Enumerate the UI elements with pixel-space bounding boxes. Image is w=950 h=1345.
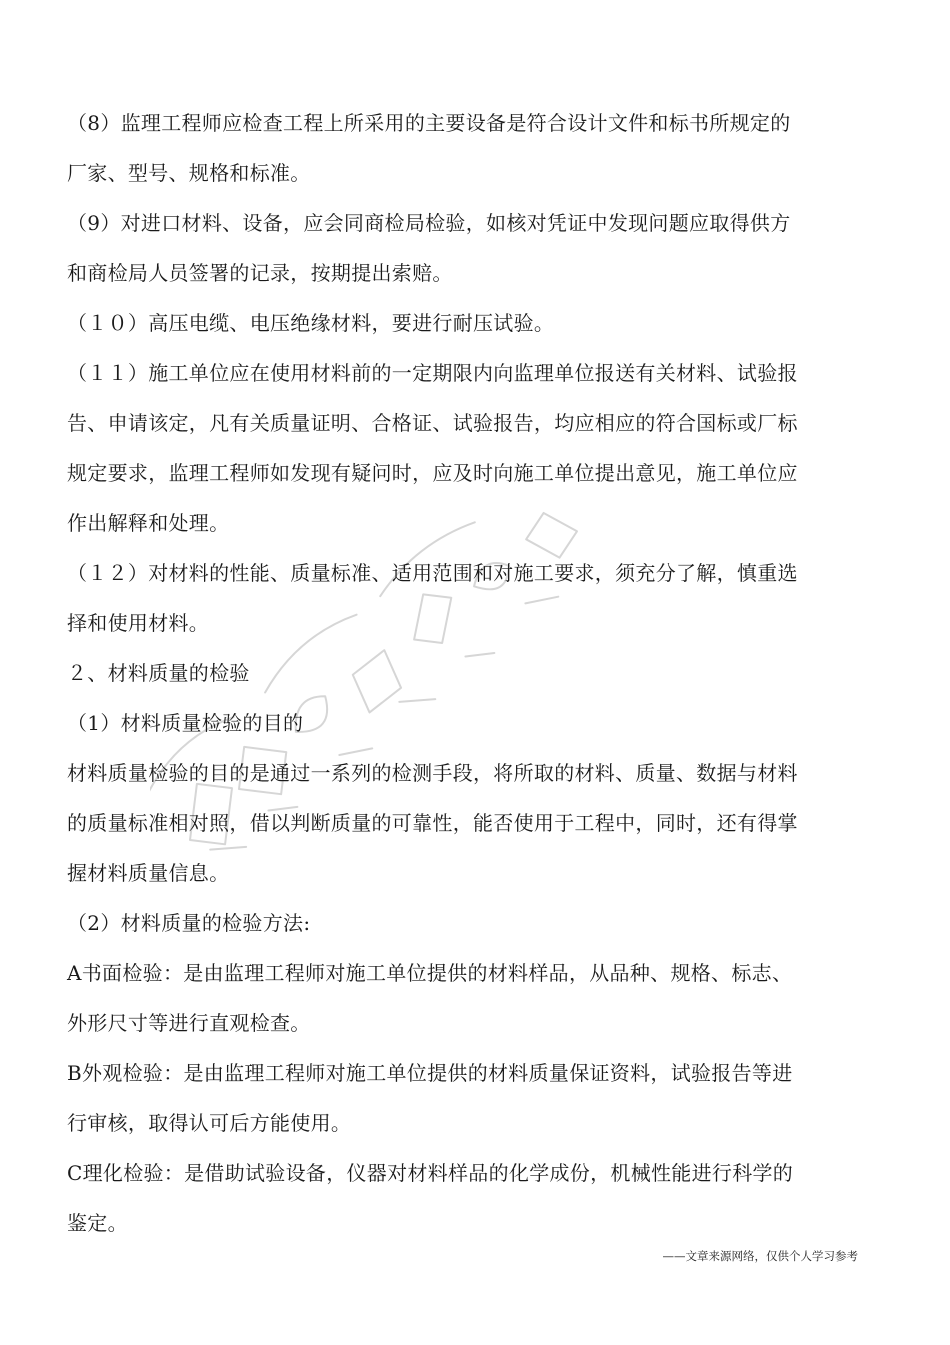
- text-line: 和商检局人员签署的记录，按期提出索赔。: [67, 261, 453, 285]
- text-line: 作出解释和处理。: [67, 511, 230, 535]
- text-line: B外观检验：是由监理工程师对施工单位提供的材料质量保证资料，试验报告等进: [67, 1061, 793, 1085]
- text-line: 的质量标准相对照，借以判断质量的可靠性，能否使用于工程中，同时，还有得掌: [67, 811, 798, 835]
- section-heading: ２、材料质量的检验: [67, 661, 250, 685]
- text-line: （１１）施工单位应在使用材料前的一定期限内向监理单位报送有关材料、试验报: [67, 361, 798, 385]
- text-line: A书面检验：是由监理工程师对施工单位提供的材料样品，从品种、规格、标志、: [67, 961, 793, 985]
- text-line: （１２）对材料的性能、质量标准、适用范围和对施工要求，须充分了解，慎重选: [67, 561, 798, 585]
- subsection-heading: （2）材料质量的检验方法:: [67, 911, 311, 935]
- text-line: 外形尺寸等进行直观检查。: [67, 1011, 311, 1035]
- text-line: 握材料质量信息。: [67, 861, 230, 885]
- page-footer: ——文章来源网络，仅供个人学习参考: [662, 1249, 858, 1263]
- text-line: 行审核，取得认可后方能使用。: [67, 1111, 352, 1135]
- text-line: 告、申请该定，凡有关质量证明、合格证、试验报告，均应相应的符合国标或厂标: [67, 411, 798, 435]
- text-line: 择和使用材料。: [67, 611, 210, 635]
- subsection-heading: （1）材料质量检验的目的: [67, 711, 304, 735]
- text-line: C理化检验：是借助试验设备，仪器对材料样品的化学成份，机械性能进行科学的: [67, 1161, 794, 1185]
- text-line: 鉴定。: [67, 1211, 128, 1235]
- text-line: （１０）高压电缆、电压绝缘材料，要进行耐压试验。: [67, 311, 555, 335]
- text-line: 规定要求，监理工程师如发现有疑问时，应及时向施工单位提出意见，施工单位应: [67, 461, 798, 485]
- text-line: 材料质量检验的目的是通过一系列的检测手段，将所取的材料、质量、数据与材料: [67, 761, 798, 785]
- text-line: 厂家、型号、规格和标准。: [67, 161, 311, 185]
- text-line: （8）监理工程师应检查工程上所采用的主要设备是符合设计文件和标书所规定的: [67, 111, 791, 135]
- text-line: （9）对进口材料、设备，应会同商检局检验，如核对凭证中发现问题应取得供方: [67, 211, 791, 235]
